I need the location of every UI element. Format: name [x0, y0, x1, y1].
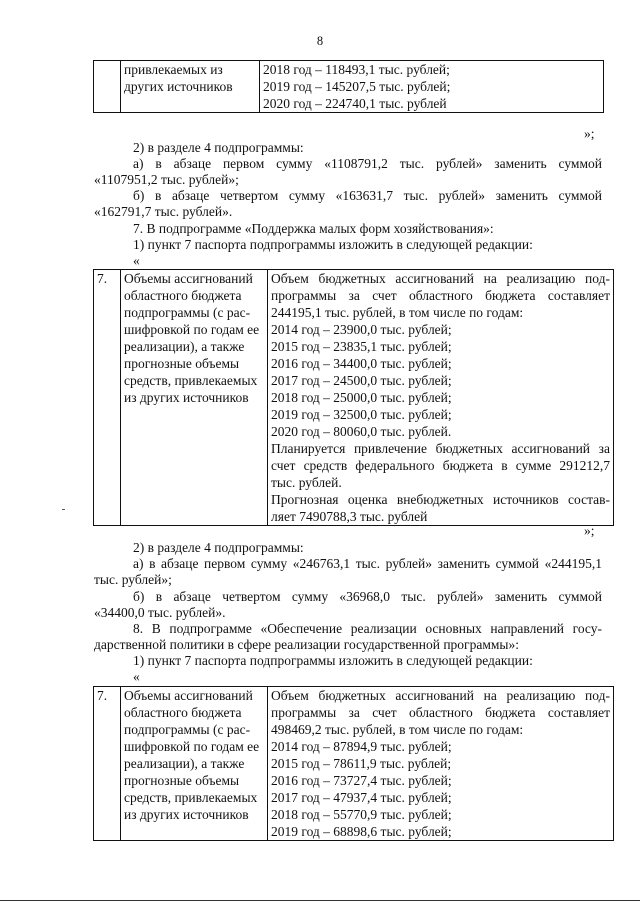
value-line: 2018 год – 118493,1 тыс. рублей;	[263, 62, 450, 77]
value-line: 2018 год – 55770,9 тыс. рублей;	[271, 807, 452, 822]
number-cell	[94, 61, 121, 113]
label-line: из других источников	[124, 390, 249, 405]
value-line: программы за счет областного бюджета составляет	[271, 705, 610, 720]
label-line: Объемы ассигнований	[124, 688, 253, 703]
page-number: 8	[316, 34, 324, 48]
number-cell: 7.	[94, 270, 121, 526]
value-line: 2014 год – 87894,9 тыс. рублей;	[271, 739, 452, 754]
value-cell	[260, 61, 604, 113]
label-line: привлекаемых из	[124, 62, 223, 77]
value-line: 2015 год – 78611,9 тыс. рублей;	[271, 756, 452, 771]
paragraph-line: 2) в разделе 4 подпрограммы:	[133, 140, 304, 155]
paragraph-line: 1) пункт 7 паспорта подпрограммы изложить в следующей редакции:	[133, 237, 533, 252]
value-line: Объем бюджетных ассигнований на реализацию под-	[271, 688, 610, 703]
value-line: 2015 год – 23835,1 тыс. рублей;	[271, 339, 452, 354]
paragraph-line: 8. В подпрограмме «Обеспечение реализации основных направлений госу-	[133, 621, 602, 636]
table-row	[94, 61, 604, 113]
value-line: 2016 год – 34400,0 тыс. рублей;	[271, 356, 452, 371]
opening-quote: «	[133, 253, 140, 268]
label-line: областного бюджета	[124, 288, 242, 303]
label-line: подпрограммы (с рас-	[124, 305, 251, 320]
value-line: 2014 год – 23900,0 тыс. рублей;	[271, 322, 452, 337]
paragraph-line: дарственной политики в сфере реализации государственной программы»:	[94, 637, 519, 652]
value-line: Объем бюджетных ассигнований на реализацию под-	[271, 271, 610, 286]
value-line: тыс. рублей.	[271, 475, 342, 490]
paragraph-line: б) в абзаце четвертом сумму «36968,0 тыс. рублей» заменить суммой	[133, 589, 602, 604]
label-cell	[121, 270, 268, 526]
value-cell	[268, 687, 614, 841]
value-line: 2019 год – 145207,5 тыс. рублей;	[263, 79, 451, 94]
label-line: областного бюджета	[124, 705, 242, 720]
label-line: других источников	[124, 79, 233, 94]
page-bottom-edge	[0, 900, 640, 901]
paragraph-line: «34400,0 тыс. рублей».	[94, 605, 226, 620]
value-line: программы за счет областного бюджета составляет	[271, 288, 610, 303]
label-line: прогнозные объемы	[124, 773, 240, 788]
value-line: 2019 год – 32500,0 тыс. рублей;	[271, 407, 452, 422]
table-row	[94, 687, 614, 841]
value-line: 2018 год – 25000,0 тыс. рублей;	[271, 390, 452, 405]
paragraph-line: 2) в разделе 4 подпрограммы:	[133, 540, 304, 555]
label-cell	[121, 687, 268, 841]
label-line: прогнозные объемы	[124, 356, 240, 371]
opening-quote: «	[133, 669, 140, 684]
label-line: подпрограммы (с рас-	[124, 722, 251, 737]
value-line: 244195,1 тыс. рублей, в том числе по годам:	[271, 305, 524, 320]
paragraph-line: «1107951,2 тыс. рублей»;	[94, 172, 239, 187]
closing-quote: »;	[584, 126, 595, 141]
value-line: ляет 7490788,3 тыс. рублей	[271, 509, 428, 524]
label-line: средств, привлекаемых	[124, 790, 258, 805]
passport-table-state-program	[93, 686, 614, 841]
value-line: 2020 год – 224740,1 тыс. рублей	[263, 96, 447, 111]
closing-quote: »;	[584, 523, 595, 538]
value-line: 498469,2 тыс. рублей, в том числе по годам:	[271, 722, 524, 737]
paragraph-line: а) в абзаце первом сумму «1108791,2 тыс. рублей» заменить суммой	[133, 156, 602, 171]
paragraph-line: а) в абзаце первом сумму «246763,1 тыс. рублей» заменить суммой «244195,1	[133, 556, 602, 571]
paragraph-line: тыс. рублей»;	[94, 572, 172, 587]
value-line: 2020 год – 80060,0 тыс. рублей.	[271, 424, 452, 439]
label-line: шифровкой по годам ее	[124, 739, 260, 754]
value-line: Планируется привлечение бюджетных ассигнований за	[271, 441, 610, 456]
value-line: счет средств федерального бюджета в сумме 291212,7	[271, 458, 610, 473]
label-line: средств, привлекаемых	[124, 373, 258, 388]
label-line: из других источников	[124, 807, 249, 822]
label-line: реализации), а также	[124, 756, 245, 771]
value-line: 2017 год – 47937,4 тыс. рублей;	[271, 790, 452, 805]
label-line: шифровкой по годам ее	[124, 322, 260, 337]
label-line: реализации), а также	[124, 339, 245, 354]
value-line: Прогнозная оценка внебюджетных источников состав-	[271, 492, 610, 507]
passport-table-continuation	[93, 60, 604, 113]
value-line: 2019 год – 68898,6 тыс. рублей;	[271, 824, 452, 839]
paragraph-line: 1) пункт 7 паспорта подпрограммы изложить в следующей редакции:	[133, 653, 533, 668]
paragraph-line: б) в абзаце четвертом сумму «163631,7 тыс. рублей» заменить суммой	[133, 188, 602, 203]
scan-speck	[62, 509, 65, 510]
value-line: 2017 год – 24500,0 тыс. рублей;	[271, 373, 452, 388]
paragraph-line: «162791,7 тыс. рублей».	[94, 204, 233, 219]
paragraph-line: 7. В подпрограмме «Поддержка малых форм хозяйствования»:	[133, 221, 494, 236]
number-cell: 7.	[94, 687, 121, 841]
label-line: Объемы ассигнований	[124, 271, 253, 286]
value-cell	[268, 270, 614, 526]
table-row	[94, 270, 614, 526]
value-line: 2016 год – 73727,4 тыс. рублей;	[271, 773, 452, 788]
passport-table-small-forms	[93, 269, 614, 526]
label-cell	[121, 61, 260, 113]
